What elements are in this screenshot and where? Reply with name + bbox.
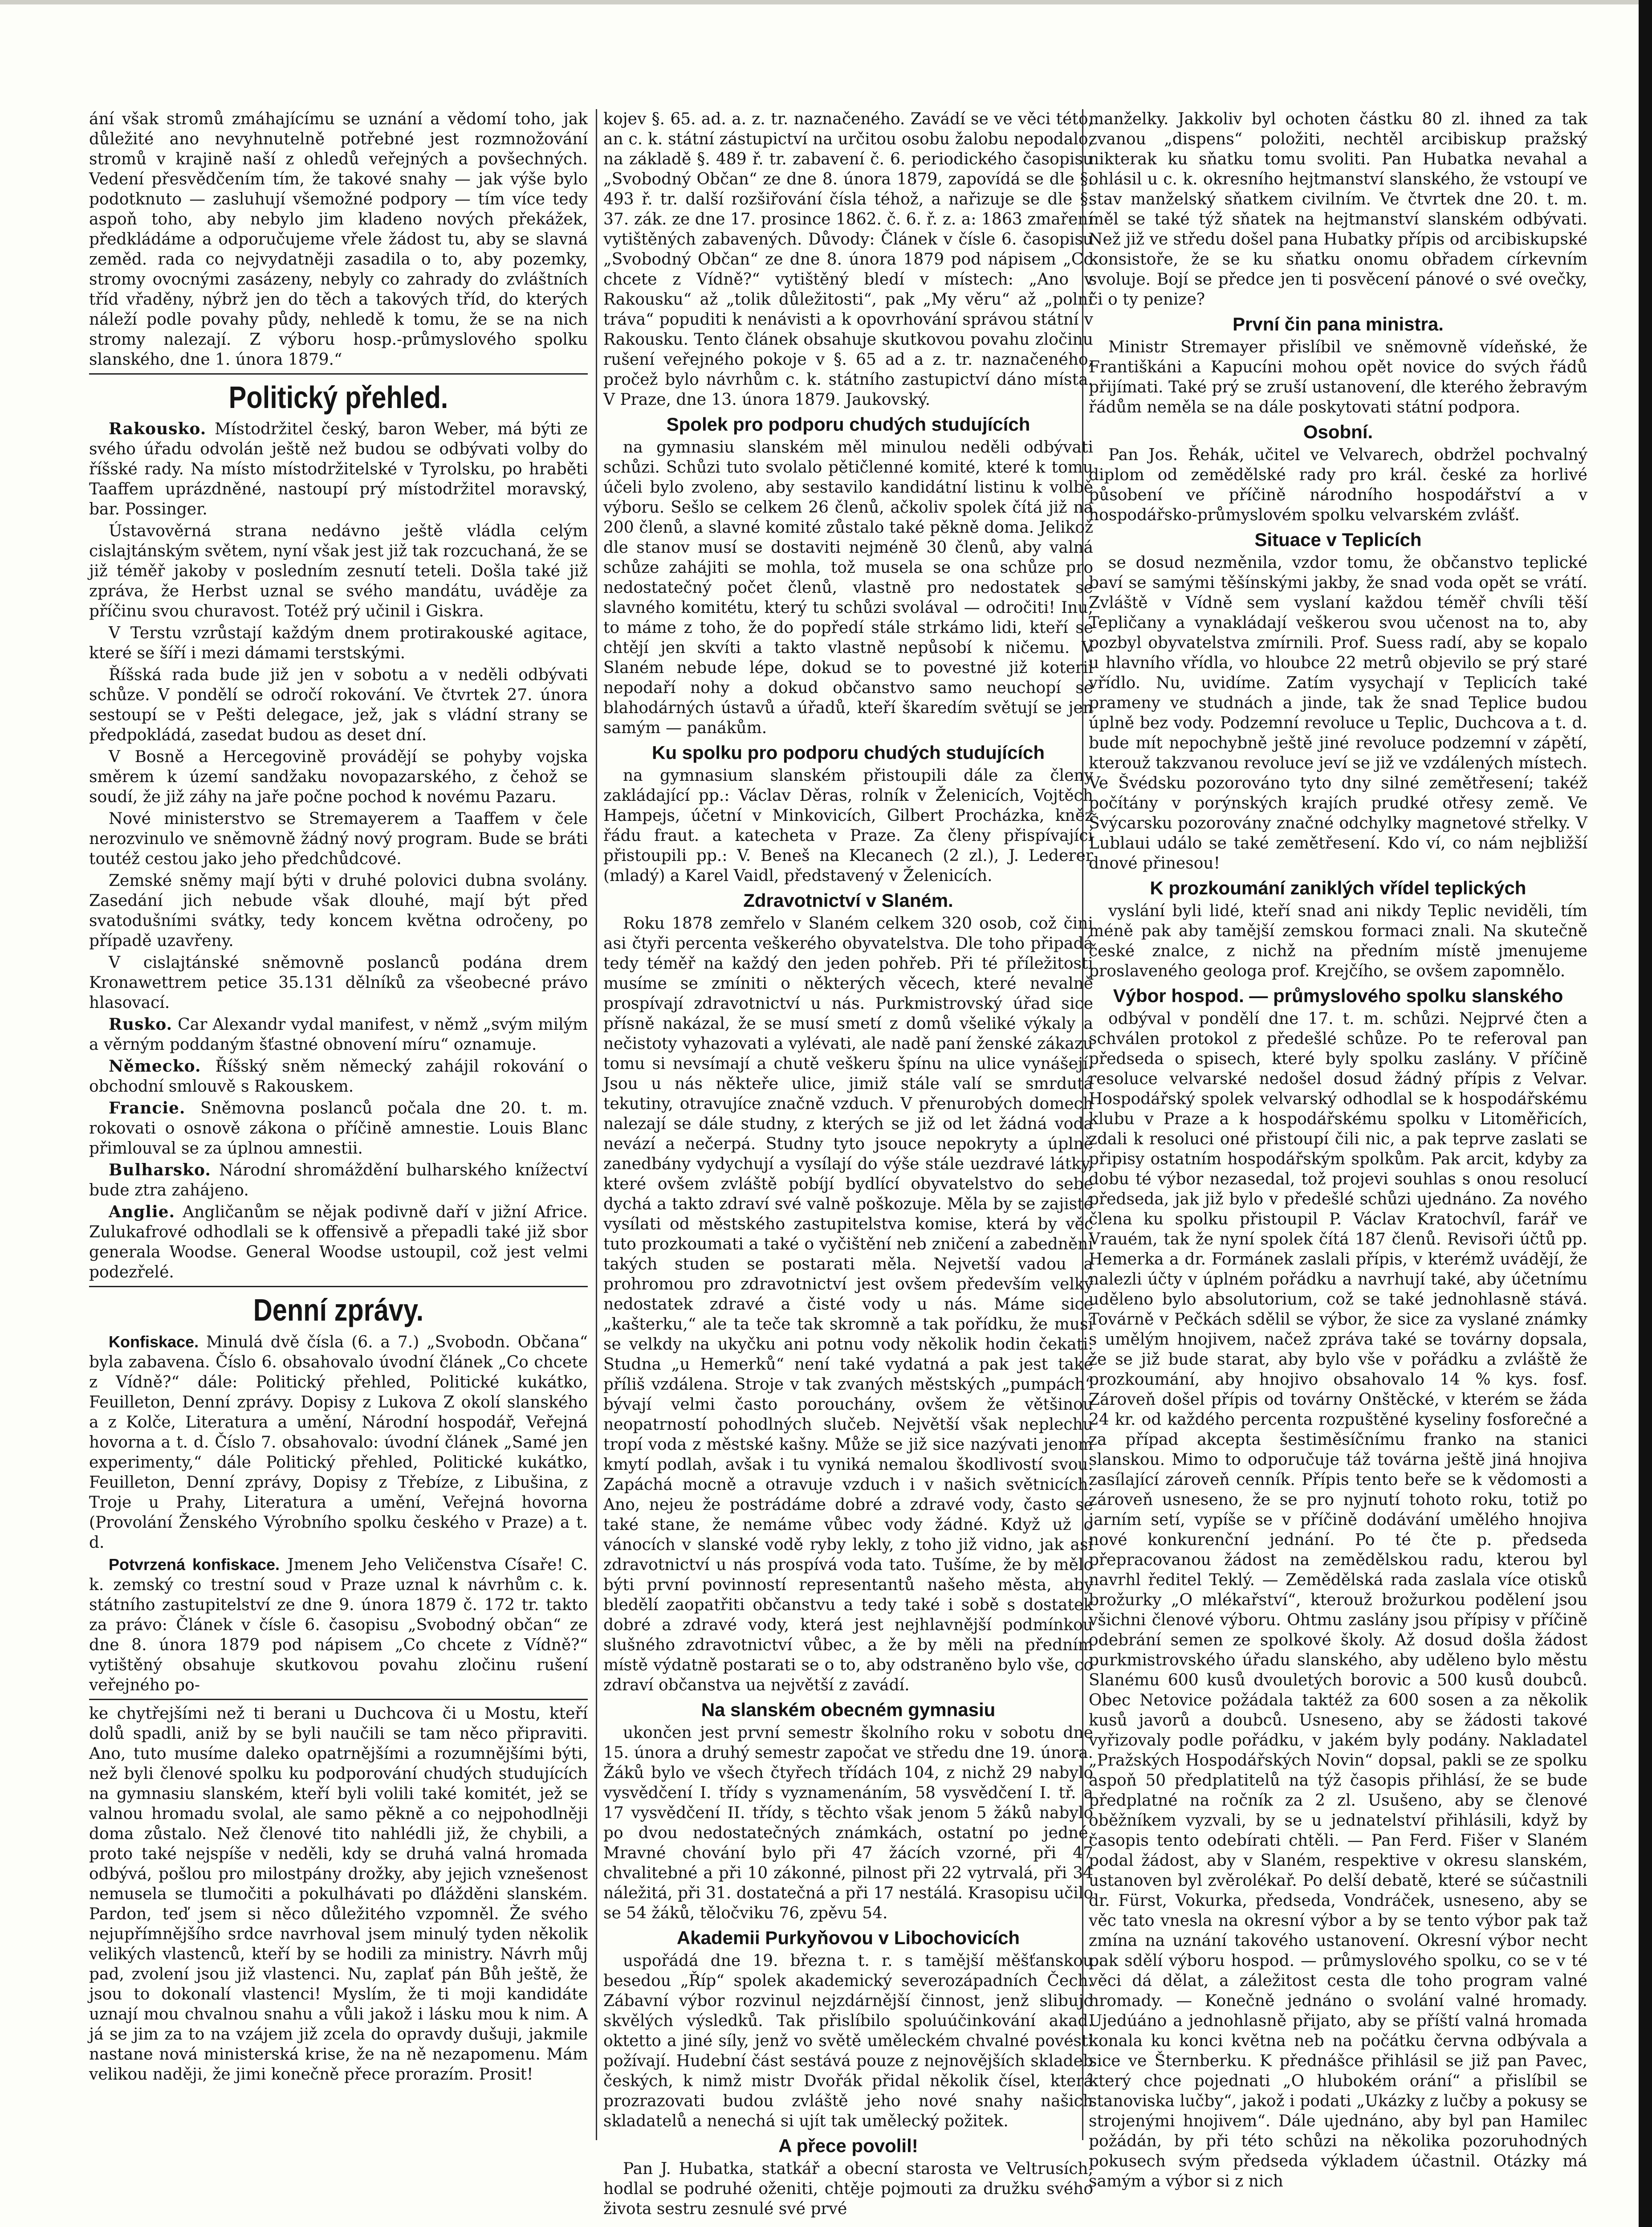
paragraph-gymnasium: ukončen jest první semestr školního roku v sobotu dne 15. února a druhý semestr započat ve středu dne 19. února. Žáků bylo ve všech čtyřech třídách 104, z nichž 29 nabylo vysvědčení I. třídy s vyznamenáním, 58 vysvědčení I. tř. a 17 vysvědčení II. třídy, s těchto však jenom 5 žáků nabylo po dvou nedostatečných známkách, ostatní po jedné. Mravné chování bylo při 47 žácích vzorné, při 47 chvalitebné a při 10 zákonné, pilnost při 22 vytrvalá, při 34 náležitá, při 31. dostatečná a při 17 nestálá. Krasopisu učilo se 54 žáků, těločviku 76, zpěvu 54. bbox=[603, 1724, 1093, 1922]
section-title-denni: Denní zprávy. bbox=[253, 1293, 424, 1327]
text-nemecko: Říšský sněm německý zahájil rokování o obchodní smlouvě s Rakouskem. bbox=[89, 1057, 588, 1096]
rule bbox=[89, 1699, 588, 1700]
paragraph-anglie bbox=[89, 1202, 588, 1282]
paragraph-vybor: odbýval v pondělí dne 17. t. m. schůzi. Nejprvé čten a schválen protokol z předešlé schůze. Po te referoval pan předseda o spisech, které byly spolku zaslány. V příčině resoluce velvarské nedošel dosud žádný přípis z Velvar. Hospodářský spolek velvarský odhodlal se k hospodářskému klubu v Praze a k hospodářskému spolku v Litoměřicích, zdali k resoluci oné přistoupí čili nic, a pak teprve zaslati se připisy ostatním hospodářským spolkům. Pak arcit, kdyby za dobu té výbor nezasedal, tož projevi souhlas s onou resolucí předseda, jak již bylo v předešlé schůzi ujednáno. Za nového člena ku spolku přistoupil P. Václav Kratochvíl, farář ve Vrauém, tak že nyní spolek čítá 187 členů. Revisoři účtů pp. Hemerka a dr. Formánek zaslali přípis, v kterémž uvádějí, že nalezli účty v úplném pořádku a navrhují také, aby účetnímu uděleno bylo absolutorium, což se také jednohlasně stává. Továrně v Pečkách sdělil se výbor, že sice za vyslané známky s umělým hnojivem, načež zpráva také se továrny dopsala, že se již bude starat, aby bylo vše v pořádku a zvláště že prozkoumání, aby hnojivo obsahovalo 14 % kys. fosf. Zároveň došel přípis od továrny Onštěcké, v kterém se žáda 24 kr. od každého percenta rozpuštěné kyseliny fosforečné a za případ akcepta šestiměsíčnímu franko na stanici slanskou. Mimo to odporučuje táž továrna ještě jiná hnojiva zasílající zároveň cenník. Přípis tento beře se k vědomosti a zároveň usneseno, že se pro nyjnutí tohoto roku, totiž po jarním setí, vypíše se v příčině dodávání umělého hnojiva nové konkurenční jednání. Po té čte p. předseda přepracovanou žádost na zemědělskou radu, kterou byl navrhl ředitel Teklý. — Zemědělská rada zaslala více otisků brožurky „O mlékařství“, kterouž brožurkou podělení jsou všichni členové výboru. Ohtmu zaslány jsou přípisy v příčině odebrání semen ze spolkové školy. Až dosud došla žádost purkmistrovského úřadu slanského, aby uděleno bylo městu Slanému 600 kusů dvouletých borovic a 500 kusů doubců. Obec Netovice požádala taktéž za 600 sosen a za několik kusů javorů a doubců. Usneseno, aby se žádosti takové vyřizovaly podle pořádku, v jakém byly podány. Nakladatel „Pražských Hospodářských Novin“ dopsal, pakli se ze spolku aspoň 50 předplatitelů na týž časopis přihlásí, že se bude předplatné na ročník za 2 zl. Usušeno, aby se členové oběžníkem vyzvali, by se u jednatelství přihlásili, když by časopis tento odebírati chtěli. — Pan Ferd. Fišer v Slaném podal žádost, aby v Slaném, respektive v okresu slanském, ustanoven byl zvěrolékař. Po delší debatě, které se súčastnili dr. Fürst, Vokurka, předseda, Vondráček, usneseno, aby se věc tato vnesla na okresní výbor a by se tento výbor pak taž zmína na uznání takového ustanovení. Okresní výbor necht pak sdělí výboru hospod. — průmyslového spolku, co se v té věci dá dělat, a záležitost cesta dle toho program valné hromady. — Konečně jednáno o svolání valné hromady. Ujedúáno a jednohlasně přijato, aby se příští valná hromada konala ku konci května neb na počátku června odbývala a sice ve Šternberku. K přednášce přihlásil se již pan Pavec, který chce pojednati „O hlubokém orání“ a přislíbil se stanoviska lučby“, jakož i podati „Ukázky z lučby a pokusy se strojenými hnojivem“. Dále ujednáno, aby byl pan Hamilec požádán, by při této schůzi na několika pozoruhodných pokusech svým předseda výkladem účastnil. Otázky má samým a výbor si z nich bbox=[1089, 1010, 1587, 2190]
paragraph-rusko bbox=[89, 1015, 588, 1055]
heading-prozkoumani: K prozkoumání zaniklých vřídel teplických bbox=[1150, 877, 1526, 898]
paragraph-potvrzena bbox=[89, 1554, 588, 1695]
paragraph-situace: se dosud nezměnila, vzdor tomu, že občanstvo teplické baví se samými těšínskými jakby, že snad voda opět se vrátí. Zvláště v Vídně sem vyslaní každou téměř chvíli těší Tepličany a vynakládají veškerou svou učenost na to, aby pozbyl obyvatelstva zmírnili. Prof. Suess radí, aby se kopalo u hlavního vřídla, vo hloubce 22 metrů objevilo se prý staré vřídlo. Nu, uvidíme. Zatím vysychají v Teplicích také prameny ve studnách a jinde, tak že snad Teplice budou úplně bez vody. Podzemní revoluce u Teplic, Duchcova a t. d. bude mít nepochybně ještě jiné revoluce podzemní v zápětí, kterouž takzvanou revoluce jeví se již ve vzdálených místech. Ve Švédsku pozorováno tyto dny silné zemětřesení; takéž počítány v porýnských krajích prudké otřesy země. Ve Švýcarsku pozorovány značné odchylky magnetové střelky. V Lublaui událo se také zemětřesení. Kdo ví, co nám nejbližší dnové přinesou! bbox=[1089, 554, 1587, 873]
text-anglie: Angličanům se nějak podivně daří v jižní Africe. Zulukafrové odhodlali se k offensivě a přepadli také již sbor generala Woodse. General Woodse ustoupil, což jest velmi podezřelé. bbox=[89, 1203, 588, 1281]
label-konfiskace: Konfiskace. bbox=[109, 1333, 199, 1351]
rule bbox=[89, 1286, 588, 1287]
paragraph-risska: Říšská rada bude již jen v sobotu a v neděli odbývati schůze. V pondělí se odročí rokování. Ve čtvrtek 27. února sestoupí se v Pešti delegace, jež, jak s vládní strany se předpokládá, zasedat budou as deset dní. bbox=[89, 666, 588, 744]
text-potvrzena: Jmenem Jeho Veličenstva Císaře! C. k. zemský co trestní soud v Praze uznal k návrhům c. k. státního zastupitelství ze dne 9. února 1879 č. 172 tr. takto za právo: Článek v čísle 6. časopisu „Svobodný občan“ ze dne 8. února 1879 pod nápisem „Co chcete z Vídně?“ vytištěný obsahuje skutkovou povahu zločinu rušení veřejného po- bbox=[89, 1556, 588, 1694]
heading-akademie: Akademii Purkyňovou v Libochovicích bbox=[676, 1927, 1020, 1948]
paragraph-zemske: Zemské sněmy mají býti v druhé polovici dubna svolány. Zasedání jich nebude však dlouhé, mají být před svatodušními svátky, tedy koncem května odročeny, po případě uzavřeny. bbox=[89, 872, 588, 950]
paragraph-nove-ministerstvo: Nové ministerstvo se Stremayerem a Taaffem v čele nerozvinulo ve sněmovně žádný nový program. Bude se bráti toutéž cestou jako jeho předchůdcové. bbox=[89, 810, 588, 868]
label-anglie: Anglie. bbox=[109, 1203, 175, 1221]
paragraph-nemecko bbox=[89, 1056, 588, 1097]
text-konfiskace: Minulá dvě čísla (6. a 7.) „Svobodn. Občana“ byla zabavena. Číslo 6. obsahovalo úvodní článek „Co chcete z Vídně?“ dále: Politický přehled, Politické kukátko, Feuilleton, Denní zprávy. Dopisy z Lukova Z okolí slanského a z Kolče, Literatura a umění, Národní hospodář, Veřejná hovorna a t. d. Číslo 7. obsahovalo: úvodní článek „Samé jen experimenty,“ dále Politický přehled, Politické kukátko, Feuilleton, Denní zprávy, Dopisy z Třebíze, z Libušina, z Troje u Prahy, Literatura a umění, Veřejná hovorna (Provolání Ženského Výrobního spolku českého v Praze) a t. d. bbox=[89, 1333, 588, 1552]
paragraph-cislajt: V cislajtánské sněmovně poslanců podána drem Kronawettrem petice 35.131 dělníků za všeobecné právo hlasovací. bbox=[89, 954, 588, 1012]
rule bbox=[89, 373, 588, 375]
paragraph-feuilleton-end: ke chytřejšími než ti berani u Duchcova či u Mostu, kteří dolů spadli, aniž by se byli naučili se tam něco připraviti. Ano, tuto musíme daleko opatrnějšími a rozumnějšími býti, než byli členové spolku ku podporování chudých studujících na gymnasiu slanském, kteří byli volili také komitét, jež se valnou hromadu svolal, ale samo pěkně a co nejpohodlněji doma zůstalo. Než členové tito nahlédli již, že chybili, a proto také nejspíše v neděli, kdy se druhá valná hromada odbývá, pošlou pro milostpány drožky, aby jejich vznešenost nemusela se tlumočiti a pokulhávati po ďlážděni slanském. Pardon, teď jsem si něco důležitého vzpomněl. Že svého nejupřímnějšího srdce navrhoval jsem minulý tyden několik velikých vlastenců, kteří by se hodili za ministry. Návrh můj pad, zvolení jsou již vlastenci. Nu, zaplať pán Bůh ještě, že jsou to dokonalí vlastenci! Myslím, že ti moji kandidáte uznají mou chvalnou snahu a vůli jakož i lásku mou k nim. A já se jim za to na vzájem již zcela do opravdy dušuji, jakmile nastane nová ministerská krise, že na ně nezapomenu. Mám velikou naději, že jimi konečně přece prorazím. Prosit! bbox=[89, 1705, 588, 2084]
paragraph-prvni-cin: Ministr Stremayer přislíbil ve sněmovně vídeňské, že Františkáni a Kapucíni mohou opět novice do svých řádů přijímati. Také prý se zruší ustanovení, dle kterého žebravým řádům neměla se na dále poskytovati státní podpora. bbox=[1089, 338, 1587, 416]
label-rusko: Rusko. bbox=[109, 1015, 173, 1034]
paragraph-bulharsko bbox=[89, 1160, 588, 1200]
paragraph-konfiskace-cont: kojev §. 65. ad. a. z. tr. naznačeného. Zavádí se ve věci této, an c. k. státní zástupictví na určitou osobu žalobu nepodalo, na základě §. 489 ř. tr. zabavení č. 6. periodického časopisu „Svobodný Občan“ ze dne 8. února 1879, zapovídá se dle §. 493 ř. tr. další rozšiřování čísla téhož, a nařizuje se dle §. 37. zák. ze dne 17. prosince 1862. č. 6. ř. z. a: 1863 zmaření vytištěných zabavených. Důvody: Článek v čísle 6. časopisu „Svobodný Občan“ ze dne 8. února 1879 pod nápisem „Co chcete z Vídně?“ vytištěný bledí v místech: „Ano v Rakousku“ až „tolik důležitosti“, pak „My věru“ až „polní tráva“ popuditi k nenávisti a k opovrhování správou státní v Rakousku. Tento článek obsahuje skutkovou povahu zločinu rušení veřejného pokoje v §. 65 ad a z. tr. naznačeného, pročež bylo návrhům c. k. státního zastupictví dáno místa. V Praze, dne 13. února 1879. Jaukovský. bbox=[603, 110, 1093, 409]
paragraph-ustavoverna: Ústavověrná strana nedávno ještě vládla celým cislajtánským světem, nyní však jest již tak rozcuchaná, že se již téměř jakoby v posledním zesnutí teteli. Došla také již zpráva, že Herbst uznal se svého mandátu, uváděje za příčinu svou churavost. Totéž prý učinil i Giskra. bbox=[89, 522, 588, 620]
scan-edge-right bbox=[1639, 0, 1652, 2227]
label-nemecko: Německo. bbox=[109, 1057, 201, 1076]
column-3 bbox=[1089, 109, 1587, 2190]
text-rusko: Car Alexandr vydal manifest, v němž „svým milým a věrným poddaným šťastné obnovení míru“ oznamuje. bbox=[89, 1016, 588, 1054]
paragraph-hubatka-cont: manželky. Jakkoliv byl ochoten částku 80 zl. ihned za tak zvanou „dispens“ položiti, nechtěl arcibiskup pražský nikterak ku sňatku tomu svoliti. Pan Hubatka nevahal a ohlásil u c. k. okresního hejtmanství slanského, že vstoupí ve stav manželský sňatkem civilním. Ve čtvrtek dne 20. t. m. měl se také týž sňatek na hejtmanství slanském odbývati. Než již ve středu došel pana Hubatky přípis od arcibiskupské konsistoře, že se ku sňatku onomu obřadem církevním svoluje. Bojí se předce jen ti posvěcení pánové o své ovečky, či o ty penize? bbox=[1089, 110, 1587, 309]
paragraph-prozkoumani: vyslání byli lidé, kteří snad ani nikdy Teplic neviděli, tím méně pak aby tamější zemskou formaci znali. Na skutečně české znalce, z nichž na předním místě jmenujeme proslaveného geologa prof. Krejčího, se ovšem zapomnělo. bbox=[1089, 902, 1587, 980]
heading-zdravotnictvi: Zdravotnictví v Slaném. bbox=[743, 890, 953, 911]
text-rakousko: Místodržitel český, baron Weber, má býti ze svého úřadu odvolán ještě než budou se odbývati volby do říšské rady. Na místo místodržitelské v Tyrolsku, po hraběti Taaffem uprázdněné, nastoupí prý místodržitel moravský, bar. Possinger. bbox=[89, 420, 588, 518]
scan-edge-top bbox=[0, 0, 1639, 4]
paragraph-terst: V Terstu vzrůstají každým dnem protirakouské agitace, které se šíří i mezi dámami terstskými. bbox=[89, 624, 588, 662]
paragraph-kupodpore: na gymnasium slanském přistoupili dále za členy zakládající pp.: Václav Děras, rolník v Želenicích, Vojtěch Hampejs, účetní v Minkovicích, Gilbert Procházka, kněz řádu fraut. a katecheta v Praze. Za členy přispívající přistoupili pp.: V. Beneš na Klecanech (2 zl.), J. Lederer (mladý) a Karel Vaidl, představený v Želenicích. bbox=[603, 767, 1093, 885]
paragraph-akademie: uspořádá dne 19. března t. r. s tamější měšťanskou besedou „Říp“ spolek akademický severozápadních Čech. Zábavní výbor rozvinul nejzdárnější činnost, jenž slibujo skvělých výsledků. Tak přislíbilo spoluúčinkování akad. oktetto a jiné síly, jenž vo světě uměleckém chvalné povésti požívají. Hudební část sestává pouze z nejnovějších skladeb českých, k nimž mistr Dvořák přidal několik čísel, která prozrazovati budou zvláště jeho nové snahy našich skladatelů a nenechá si ujít tak umělecký požitek. bbox=[603, 1952, 1093, 2130]
paragraph-zdravotnictvi: Roku 1878 zemřelo v Slaném celkem 320 osob, což čini asi čtyři percenta veškerého obyvatelstva. Dle toho připadá tedy téměř na každý den jeden pohřeb. Při té příležitosti musíme se zmíniti o některých věcech, které nevalně prospívají zdravotnictví u nás. Purkmistrovský úřad sice přísně nakázal, že se musí smetí z domů všeliké výkaly a nečistoty vyhazovati a vylévati, ale nadě paní ženské zákazu tomu si nevsímají a chutě veškeru špínu na ulice vynášejí. Jsou u nás někteře ulice, jimiž stále valí se smrdutá tekutiny, otravujíce značně vzduch. V přenurobých domech nalezají se dále studny, z kterých se již od let žádná voda nevází a nečerpá. Studny tyto jsouce nepokryty a úplně zanedbány vydychují a vysílají do výše stále uezdravé látky, které ovšem zvláště pobíjí bydlící obyvatelstvo do sebe dychá a takto zdraví své valně poškozuje. Měla by se zajisté vysílati od městského zastupitelstva komise, která by věc tuto prozkoumati a také o vyčištění neb zničení a zabednění takých studen se postarati měla. Nejvetší vadou a prohromou pro zdravotnictví jest ovšem především velký nedostatek zdravé a čisté vody u nás. Máme sice „kašterku,“ ale ta teče tak skromně a tak pořídku, že musí se velkdy na ukyčku ani potnu vody několik hodin čekati. Studna „u Hemerků“ není také vydatná a pak jest také příliš vzdálena. Stroje v tak zvaných městských „pumpách“ bývají velmi často porouchány, ovšem že většinou neopatrností pohodlných slučeb. Největší však neplechu tropí voda z městské kašny. Může se již sice nazývati jenom kmytí podlah, avšak i tu vyniká nemalou škodlivostí svou. Zapáchá mocně a otravuje vzduch i v našich světnicích. Ano, nejeu že postrádáme dobré a zdravé vody, často se také stane, že nemáme vůbec vody žádné. Když už o vánocích v slanské vodě ryby lekly, z toho již vidno, jak asi zdravotnictví u nás prospívá voda tato. Tušíme, že by mělo býti první povinností representantů našeho města, aby bledělí zaopatřiti občanstvu a tedy také i sobě s dostatek dobré a zdravé vody, která jest nejhlavnější podmínkou slušného zdravotnictví vůbec, a že by měli na předním místě výdatně postarati se o to, aby odstraněno bylo vše, co zdraví občanstva ua největší z zavádí. bbox=[603, 914, 1093, 1694]
heading-osobni: Osobní. bbox=[1303, 421, 1373, 442]
paragraph-spolek: na gymnasiu slanském měl minulou neděli odbývati schůzi. Schůzi tuto svolalo pětičlenné komité, které k tomu účeli bylo zvoleno, aby sestavilo kandidátní listinu k volbě výboru. Sešlo se celkem 26 členů, ačkoliv spolek čítá již na 200 členů, a slavné komité zůstalo také pěkně doma. Jelikož dle stanov musí se dostaviti nejméně 30 členů, aby valná schůze zahájiti se mohla, tož musela se ona schůze pro nedostatečný počet členů, vlastně pro nedostatek se slavného komitétu, který tu schůzi svolával — odročiti! Inu, to máme z toho, že do popředí stále strkámo lidi, kteří se chtějí jen skvíti a takto vlastně nepůsobí k ničemu. V Slaném nebude lépe, dokud se to povestné již koterii nepodaří nohy a dokud občanstvo samo neuchopí se blahodárných ústavů a úřadů, kteří škaredím světují se jen samým — panákům. bbox=[603, 438, 1093, 737]
text-bulharsko: Národní shromáždění bulharského knížectví bude ztra zahájeno. bbox=[89, 1161, 588, 1199]
heading-prvni-cin: První čin pana ministra. bbox=[1233, 314, 1444, 334]
paragraph-predce: Pan J. Hubatka, statkář a obecní starosta ve Veltrusích, hodlal se podruhé oženiti, chtěje pojmouti za družku svého života sestru zesnulé své prvé bbox=[603, 2160, 1093, 2218]
paragraph-rakousko bbox=[89, 419, 588, 519]
label-potvrzena: Potvrzená konfiskace. bbox=[109, 1555, 280, 1574]
paragraph-francie bbox=[89, 1098, 588, 1158]
column-1 bbox=[89, 109, 588, 2136]
label-rakousko: Rakousko. bbox=[109, 420, 207, 438]
label-bulharsko: Bulharsko. bbox=[109, 1161, 211, 1179]
paragraph-osobni: Pan Jos. Řehák, učitel ve Velvarech, obdržel pochvalný diplom od zemědělské rady pro král. české za horlivé působení ve příčině národního hospodářství a v hospodářsko-průmyslovém spolku velvarském zvlášť. bbox=[1089, 446, 1587, 524]
paragraph-bosna: V Bosně a Hercegovině provádějí se pohyby vojska směrem k území sandžaku novopazarského, z čehož se soudí, že již záhy na jaře počne pochod k novému Pazaru. bbox=[89, 748, 588, 806]
section-title-politicky: Politický přehled. bbox=[228, 380, 448, 415]
heading-predce: A přece povolil! bbox=[778, 2135, 918, 2156]
heading-kupodpore: Ku spolku pro podporu chudých studujících bbox=[652, 742, 1045, 763]
heading-gymnasium: Na slanském obecném gymnasiu bbox=[701, 1699, 996, 1720]
heading-spolek: Spolek pro podporu chudých studujících bbox=[666, 414, 1030, 435]
label-francie: Francie. bbox=[109, 1099, 186, 1118]
text-francie: Sněmovna poslanců počala dne 20. t. m. rokovati o osnově zákona o příčině amnestie. Louis Blanc přimlouval se za úplnou amnestii. bbox=[89, 1099, 588, 1158]
column-divider-1 bbox=[596, 109, 597, 2140]
paragraph-konfiskace bbox=[89, 1332, 588, 1553]
heading-situace: Situace v Teplicích bbox=[1254, 529, 1422, 550]
intro-paragraph: ání však stromů zmáhajícímu se uznání a vědomí toho, jak důležité ano nevyhnutelně potřebné jest rozmnožování stromů v krajině naší z ohledů veřejných a povšechných. Vedení přesvědčením tím, že takové snahy — jak výše bylo podotknuto — zasluhují všemožné podpory — tím více tedy aspoň toho, aby nebylo jim kladeno nových překážek, předkládáme a odporučujeme vřele žádost tu, aby se slavná zeměd. rada co nejvydatněji zasadila o to, aby pozemky, stromy ovocnými zasázeny, nebyly co zahrady do zvláštních tříd vřaděny, nýbrž jen do těch a takových tříd, do kterých náleží podle povahy půdy, nehledě k tomu, že se na nich stromy nalezají. Z výboru hosp.-průmyslového spolku slanského, dne 1. února 1879.“ bbox=[89, 110, 588, 369]
heading-vybor: Výbor hospod. — průmyslového spolku slanského bbox=[1113, 985, 1563, 1006]
column-2 bbox=[603, 109, 1093, 2218]
